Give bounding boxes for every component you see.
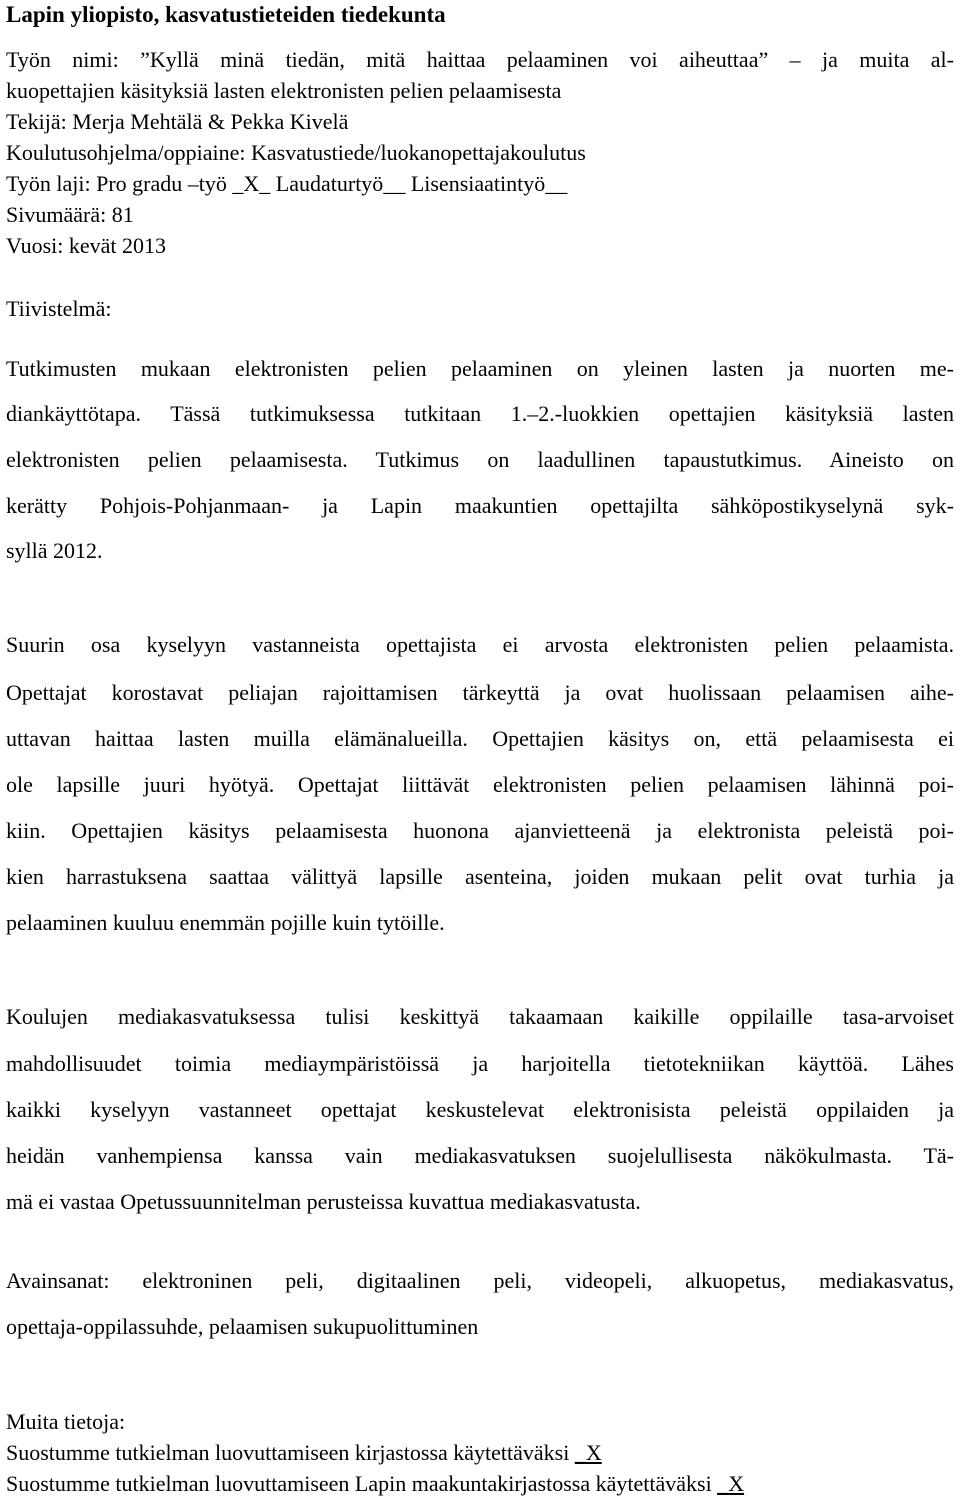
abstract-p2-line: Opettajat korostavat peliajan rajoittamisen tärkeyttä ja ovat huolissaan pelaamisen aihe- xyxy=(6,680,954,705)
abstract-p3-line: kaikki kyselyyn vastanneet opettajat keskustelevat elektronisista peleistä oppilaiden ja xyxy=(6,1097,954,1122)
abstract-p2-line: kiin. Opettajien käsitys pelaamisesta huonona ajanvietteenä ja elektronista peleistä poi- xyxy=(6,818,954,843)
abstract-p2-line: kien harrastuksena saattaa välittyä lapsille asenteina, joiden mukaan pelit ovat turhia ja xyxy=(6,864,954,889)
other-info-heading: Muita tietoja: xyxy=(6,1409,126,1434)
authors: Tekijä: Merja Mehtälä & Pekka Kivelä xyxy=(6,109,349,134)
licentiate-mark: __ xyxy=(545,171,568,196)
page-count: Sivumäärä: 81 xyxy=(6,202,134,227)
keywords-line: opettaja-oppilassuhde, pelaamisen sukupuolittuminen xyxy=(6,1314,479,1339)
abstract-p3-line: mä ei vastaa Opetussuunnitelman perusteissa kuvattua mediakasvatusta. xyxy=(6,1189,641,1214)
abstract-p2-line: uttavan haittaa lasten muilla elämänalueilla. Opettajien käsitys on, että pelaamisesta ei xyxy=(6,726,954,751)
laudatur-label: Laudaturtyö xyxy=(275,171,384,196)
licentiate-label: Lisensiaatintyö xyxy=(410,171,546,196)
abstract-p1-line: kerätty Pohjois-Pohjanmaan- ja Lapin maakuntien opettajilta sähköpostikyselynä syk- xyxy=(6,493,954,518)
regional-library-consent xyxy=(6,1468,744,1499)
library-consent xyxy=(6,1437,602,1468)
year: Vuosi: kevät 2013 xyxy=(6,233,166,258)
abstract-p1-line: elektronisten pelien pelaamisesta. Tutkimus on laadullinen tapaustutkimus. Aineisto on xyxy=(6,447,954,472)
abstract-p3-line: Koulujen mediakasvatuksessa tulisi keskittyä takaamaan kaikille oppilaille tasa-arvoiset xyxy=(6,1004,954,1029)
abstract-p3-line: mahdollisuudet toimia mediaympäristöissä ja harjoitella tietotekniikan käyttöä. Lähes xyxy=(6,1051,954,1076)
abstract-p1-line: diankäyttötapa. Tässä tutkimuksessa tutkitaan 1.–2.-luokkien opettajien käsityksiä lasten xyxy=(6,401,954,426)
thesis-title-line-1: Työn nimi: ”Kyllä minä tiedän, mitä haittaa pelaaminen voi aiheuttaa” – ja muita al- xyxy=(6,47,954,72)
work-type-label: Työn laji: Pro gradu –työ xyxy=(6,171,227,196)
abstract-p2-line: ole lapsille juuri hyötyä. Opettajat liittävät elektronisten pelien pelaamisen lähinnä poi- xyxy=(6,772,954,797)
abstract-heading: Tiivistelmä: xyxy=(6,296,112,321)
library-consent-text: Suostumme tutkielman luovuttamiseen kirjastossa käytettäväksi xyxy=(6,1440,570,1465)
library-consent-mark: _X xyxy=(574,1440,602,1465)
regional-library-consent-mark: _X xyxy=(717,1471,745,1496)
regional-library-consent-text: Suostumme tutkielman luovuttamiseen Lapin maakuntakirjastossa käytettäväksi xyxy=(6,1471,712,1496)
abstract-p1-line: syllä 2012. xyxy=(6,538,103,563)
abstract-p2-line: pelaaminen kuuluu enemmän pojille kuin tytöille. xyxy=(6,910,445,935)
abstract-p3-line: heidän vanhempiensa kanssa vain mediakasvatuksen suojelullisesta näkökulmasta. Tä- xyxy=(6,1143,954,1168)
abstract-p2-line: Suurin osa kyselyyn vastanneista opettajista ei arvosta elektronisten pelien pelaamista. xyxy=(6,632,954,657)
abstract-p1-line: Tutkimusten mukaan elektronisten pelien pelaaminen on yleinen lasten ja nuorten me- xyxy=(6,356,954,381)
work-type-mark: _X_ xyxy=(232,171,271,196)
degree-programme: Koulutusohjelma/oppiaine: Kasvatustiede/luokanopettajakoulutus xyxy=(6,140,586,165)
thesis-title-line-2: kuopettajien käsityksiä lasten elektronisten pelien pelaamisesta xyxy=(6,78,562,103)
laudatur-mark: __ xyxy=(383,171,406,196)
keywords-line: Avainsanat: elektroninen peli, digitaalinen peli, videopeli, alkuopetus, mediakasvatus, xyxy=(6,1268,954,1293)
faculty-header: Lapin yliopisto, kasvatustieteiden tiedekunta xyxy=(6,2,446,27)
work-type xyxy=(6,168,567,199)
